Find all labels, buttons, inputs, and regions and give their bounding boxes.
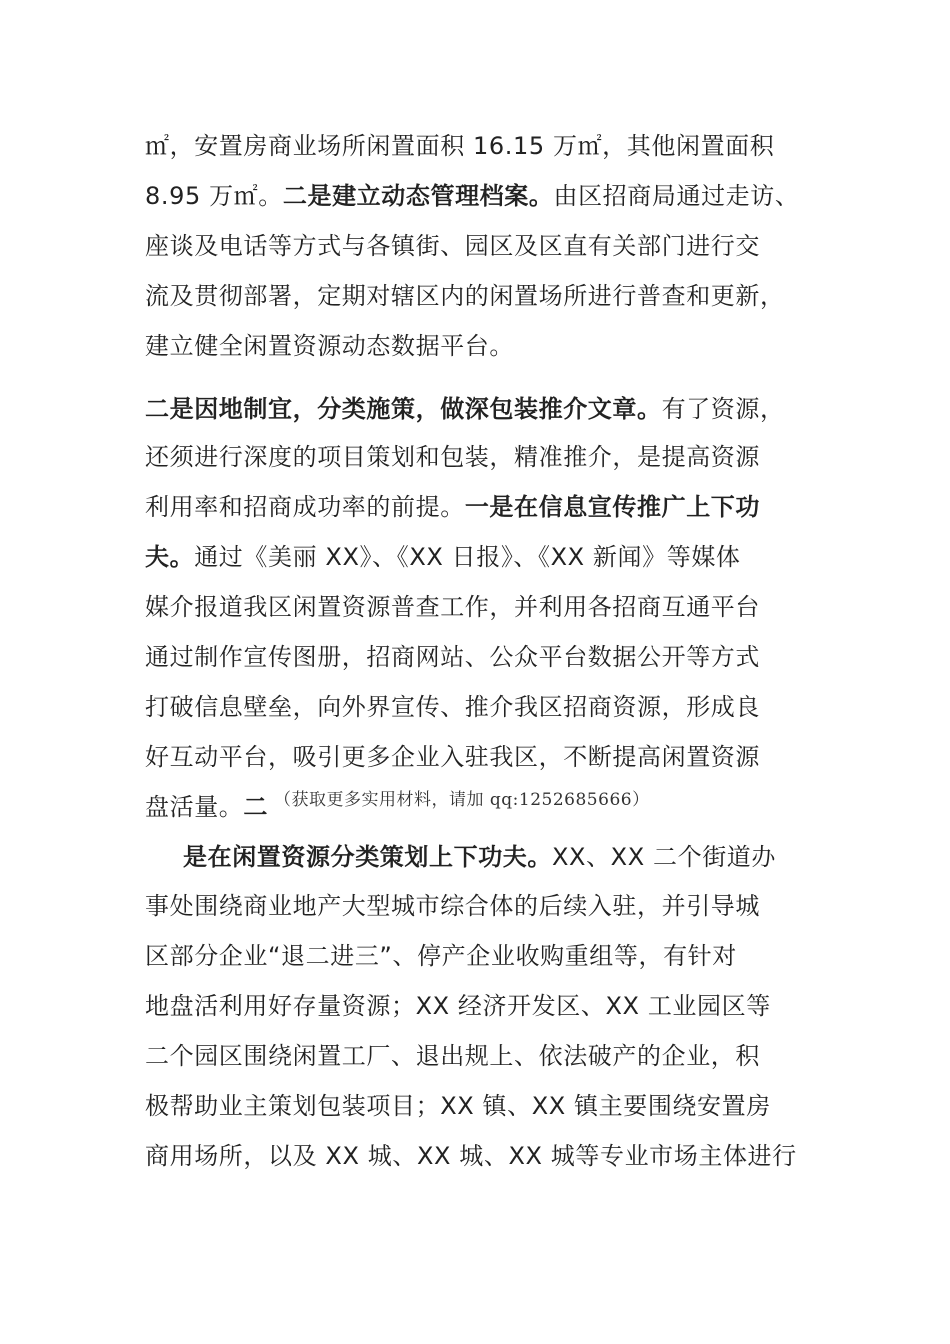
text-run: 通过《美丽 XX》、《XX 日报》、《XX 新闻》等媒体: [194, 543, 741, 571]
text-line: [145, 281, 785, 311]
text-run: 利用率和招商成功率的前提。: [145, 493, 465, 521]
text-run: 通过制作宣传图册，招商网站、公众平台数据公开等方式: [145, 643, 760, 671]
text-run: 媒介报道我区闲置资源普查工作，并利用各招商互通平台: [145, 593, 760, 621]
bold-heading-run: 二是因地制宜，分类施策，做深包装推介文章。: [145, 395, 662, 423]
text-line: [145, 642, 760, 672]
text-line: [145, 1041, 760, 1071]
text-line: [145, 1141, 797, 1171]
text-line: [145, 891, 760, 921]
text-run: 二个园区围绕闲置工厂、退出规上、依法破产的企业，积: [145, 1042, 760, 1070]
text-line: [145, 492, 760, 522]
text-run: ㎡，安置房商业场所闲置面积 16.15 万㎡，其他闲置面积: [145, 132, 775, 160]
text-run: 地盘活利用好存量资源；XX 经济开发区、XX 工业园区等: [145, 992, 771, 1020]
text-run: 还须进行深度的项目策划和包装，精准推介，是提高资源: [145, 443, 760, 471]
bold-heading-run: 二: [243, 793, 269, 821]
text-run: 极帮助业主策划包装项目；XX 镇、XX 镇主要围绕安置房: [145, 1092, 771, 1120]
text-line: [183, 842, 776, 872]
text-line: [145, 742, 760, 772]
text-run: XX、XX 二个街道办: [552, 843, 776, 871]
text-run: 建立健全闲置资源动态数据平台。: [145, 332, 514, 360]
bold-heading-run: 夫。: [145, 543, 195, 571]
text-run: 流及贯彻部署，定期对辖区内的闲置场所进行普查和更新，: [145, 282, 785, 310]
bold-heading-run: 是在闲置资源分类策划上下功夫。: [183, 843, 552, 871]
bold-heading-run: 一是在信息宣传推广上下功: [464, 493, 761, 521]
text-line: [145, 592, 760, 622]
text-line: [145, 394, 785, 424]
text-line: [145, 692, 760, 722]
text-run: 区部分企业“退二进三”、停产企业收购重组等，有针对: [145, 942, 737, 970]
text-line: [145, 941, 737, 971]
contact-note: （获取更多实用材料，请加 qq:1252685666）: [274, 790, 650, 810]
text-line: [145, 231, 760, 261]
text-line: [145, 442, 760, 472]
text-line: [145, 1091, 771, 1121]
text-run: 有了资源，: [661, 395, 785, 423]
text-line: [145, 542, 741, 572]
text-line: [145, 331, 514, 361]
text-line: [145, 181, 799, 211]
text-run: 盘活量。: [145, 793, 244, 821]
text-run: 好互动平台，吸引更多企业入驻我区，不断提高闲置资源: [145, 743, 760, 771]
text-run: 由区招商局通过走访、: [553, 182, 800, 210]
text-run: 商用场所，以及 XX 城、XX 城、XX 城等专业市场主体进行: [145, 1142, 797, 1170]
text-line: [145, 131, 774, 161]
bold-heading-run: 二是建立动态管理档案。: [282, 182, 554, 210]
text-run: 事处围绕商业地产大型城市综合体的后续入驻，并引导城: [145, 892, 760, 920]
text-run: 打破信息壁垒，向外界宣传、推介我区招商资源，形成良: [145, 693, 760, 721]
text-run: 8.95 万㎡。: [145, 182, 283, 210]
text-line: [145, 991, 771, 1021]
text-line: [145, 792, 650, 822]
text-run: 座谈及电话等方式与各镇街、园区及区直有关部门进行交: [145, 232, 760, 260]
